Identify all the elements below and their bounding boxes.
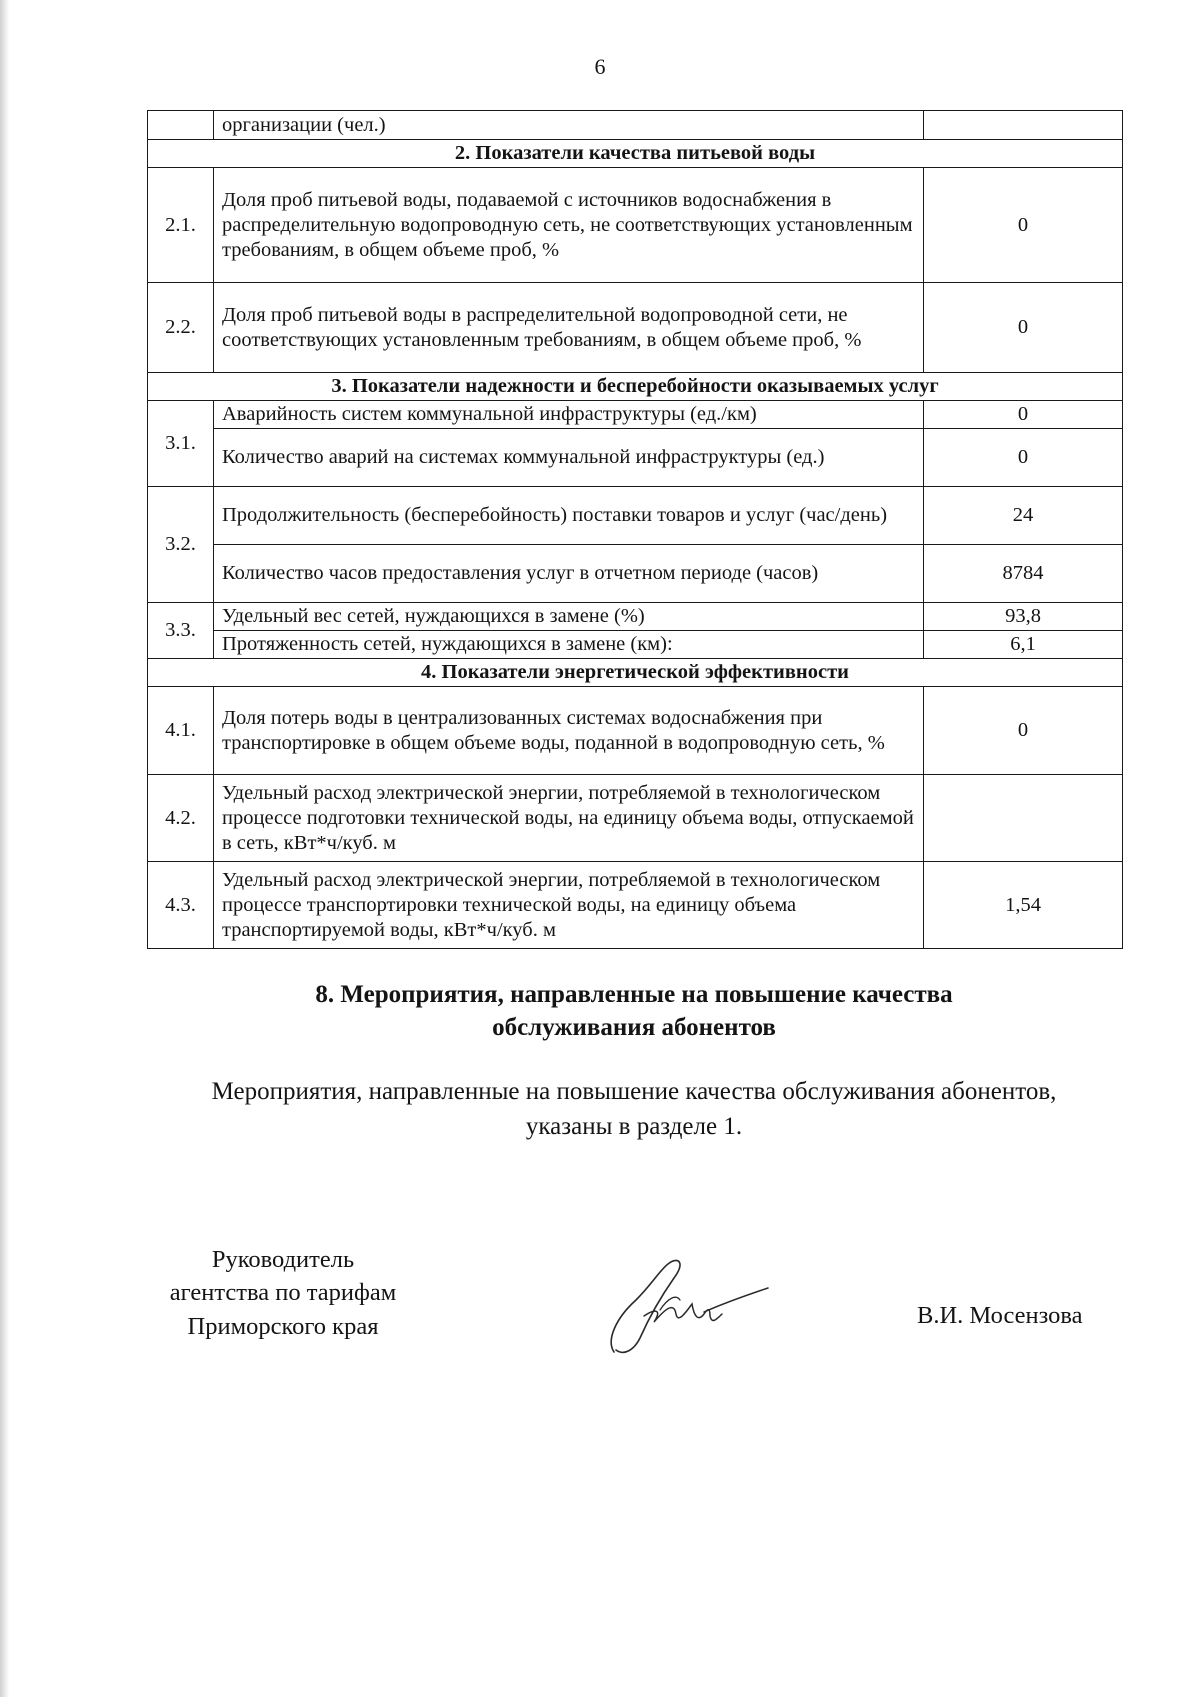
scan-left-edge-shadow [0, 0, 9, 1697]
section-8-heading-line1: 8. Мероприятия, направленные на повышение качества [315, 981, 953, 1008]
row-value: 6,1 [924, 631, 1123, 659]
table-row [148, 775, 1123, 862]
row-number: 2.2. [148, 283, 214, 373]
table-row [148, 487, 1123, 545]
section-8-text-line2: указаны в разделе 1. [525, 1112, 743, 1140]
table-row [148, 111, 1123, 140]
row-number: 4.2. [148, 775, 214, 862]
table-row [148, 603, 1123, 631]
row-value: 0 [924, 283, 1123, 373]
row-value: 1,54 [924, 862, 1123, 949]
section-8-heading-line2: обслуживания абонентов [492, 1014, 776, 1042]
row-label: Протяженность сетей, нуждающихся в замене (км): [214, 631, 924, 659]
row-value: 93,8 [924, 603, 1123, 631]
row-label: Удельный вес сетей, нуждающихся в замене (%) [214, 603, 924, 631]
handwritten-signature [604, 1250, 774, 1360]
table-cell-num [148, 111, 214, 140]
row-value: 0 [924, 429, 1123, 487]
row-number: 3.1. [148, 401, 214, 487]
page-number: 6 [594, 54, 606, 79]
row-number: 3.3. [148, 603, 214, 659]
section-8-text-line1: Мероприятия, направленные на повышение качества обслуживания абонентов, [211, 1078, 1057, 1105]
table-row [148, 429, 1123, 487]
row-number: 4.1. [148, 687, 214, 775]
signer-title-line3: Приморского края [187, 1312, 379, 1340]
signer-name: В.И. Мосензова [917, 1302, 1083, 1329]
row-value: 0 [924, 168, 1123, 283]
indicators-table [147, 110, 1123, 949]
section-header-row [148, 659, 1123, 687]
row-label: Доля проб питьевой воды в распределительной водопроводной сети, не соответствующих установленным требованиям, в общем объеме проб, % [214, 283, 924, 373]
section-title: 4. Показатели энергетической эффективности [148, 659, 1123, 687]
signer-title-line2: агентства по тарифам [169, 1279, 397, 1307]
row-number: 3.2. [148, 487, 214, 603]
row-label: Доля потерь воды в централизованных системах водоснабжения при транспортировке в общем объеме воды, поданной в водопроводную сеть, % [214, 687, 924, 775]
row-value: 0 [924, 687, 1123, 775]
row-value [924, 111, 1123, 140]
signer-title [143, 1243, 423, 1343]
row-number: 4.3. [148, 862, 214, 949]
table-row [148, 283, 1123, 373]
section-header-row [148, 140, 1123, 168]
row-number: 2.1. [148, 168, 214, 283]
table-row [148, 401, 1123, 429]
row-value: 24 [924, 487, 1123, 545]
row-value [924, 775, 1123, 862]
signer-title-line1: Руководитель [211, 1246, 355, 1273]
row-label: Аварийность систем коммунальной инфраструктуры (ед./км) [214, 401, 924, 429]
row-label: Доля проб питьевой воды, подаваемой с источников водоснабжения в распределительную водопроводную сеть, не соответствующих установленным требованиям, в общем объеме проб, % [214, 168, 924, 283]
section-title: 2. Показатели качества питьевой воды [148, 140, 1123, 168]
row-label: Количество аварий на системах коммунальной инфраструктуры (ед.) [214, 429, 924, 487]
row-label: Удельный расход электрической энергии, потребляемой в технологическом процессе транспортировки технической воды, на единицу объема транспортируемой воды, кВт*ч/куб. м [214, 862, 924, 949]
row-label: Удельный расход электрической энергии, потребляемой в технологическом процессе подготовки технической воды, на единицу объема воды, отпускаемой в сеть, кВт*ч/куб. м [214, 775, 924, 862]
section-header-row [148, 373, 1123, 401]
row-value: 8784 [924, 545, 1123, 603]
section-title: 3. Показатели надежности и бесперебойности оказываемых услуг [148, 373, 1123, 401]
row-label: Продолжительность (бесперебойность) поставки товаров и услуг (час/день) [214, 487, 924, 545]
table-row [148, 862, 1123, 949]
table-row [148, 631, 1123, 659]
row-value: 0 [924, 401, 1123, 429]
table-row [148, 168, 1123, 283]
table-row [148, 687, 1123, 775]
section-8-heading [0, 978, 1200, 1045]
section-8-text [0, 1075, 1200, 1144]
row-label: организации (чел.) [214, 111, 924, 140]
table-row [148, 545, 1123, 603]
row-label: Количество часов предоставления услуг в отчетном периоде (часов) [214, 545, 924, 603]
